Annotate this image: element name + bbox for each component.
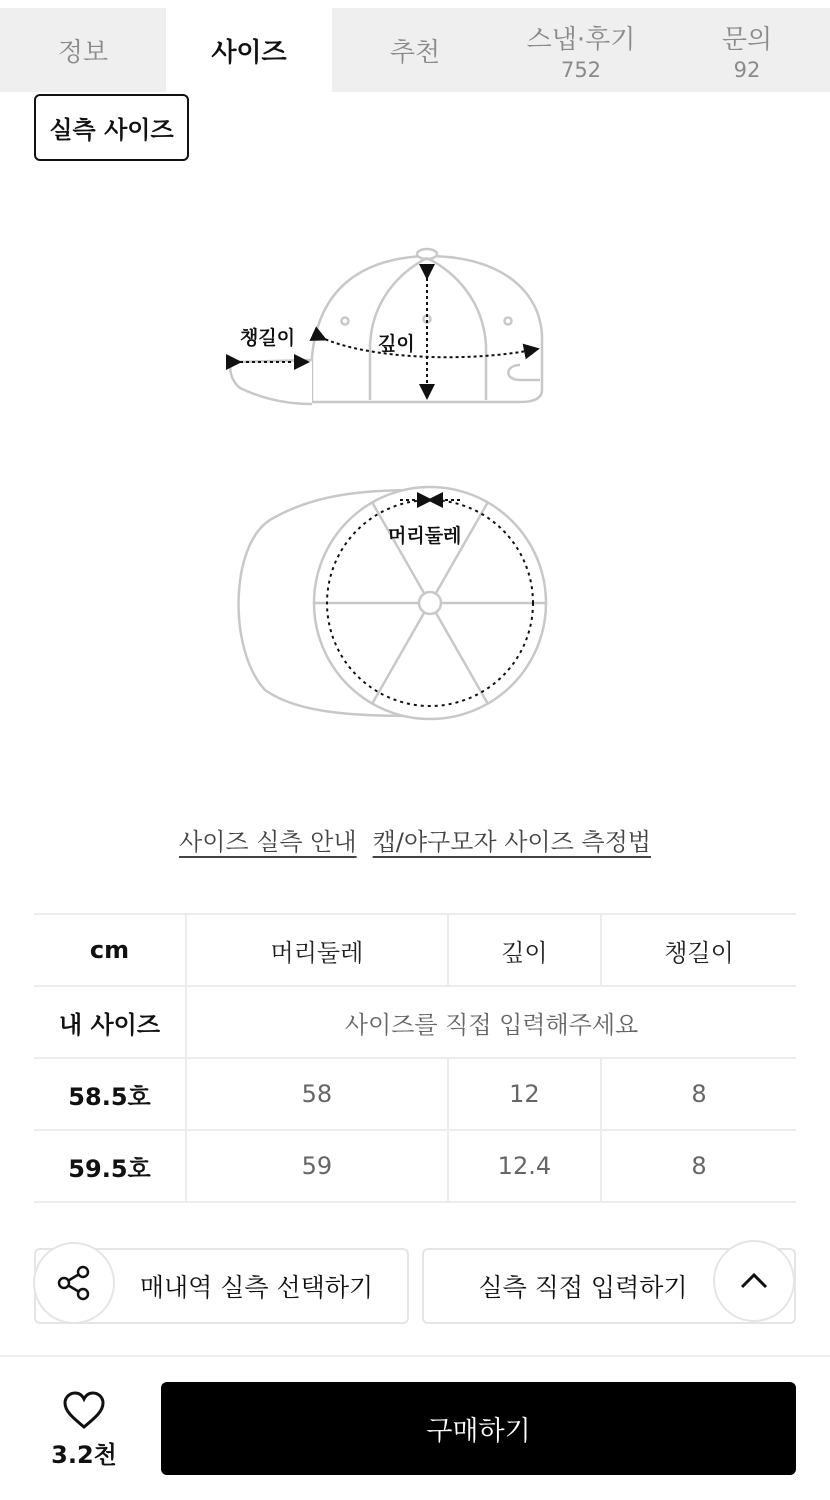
like-count: 3.2천 xyxy=(51,1440,117,1469)
cap-top-view xyxy=(239,487,546,719)
share-icon xyxy=(54,1263,94,1303)
tab-inquiry[interactable] xyxy=(664,8,830,92)
table-cell: 8 xyxy=(601,1058,796,1130)
column-header: 챙길이 xyxy=(601,914,796,986)
button-label: 매내역 실측 선택하기 xyxy=(139,1273,374,1302)
table-cell: 12.4 xyxy=(448,1130,601,1202)
scroll-top-button[interactable] xyxy=(713,1240,795,1322)
unit-header: cm xyxy=(34,914,186,986)
section-label-actual-size: 실측 사이즈 xyxy=(34,94,189,161)
tab-label: 정보 xyxy=(57,37,109,68)
column-header: 머리둘레 xyxy=(186,914,448,986)
tab-info[interactable] xyxy=(0,8,166,92)
buy-button[interactable] xyxy=(161,1382,796,1475)
chevron-up-icon xyxy=(737,1264,771,1298)
brim-length-label: 챙길이 xyxy=(240,327,296,349)
size-guide-link[interactable]: 사이즈 실측 안내 xyxy=(179,828,357,856)
column-header: 깊이 xyxy=(448,914,601,986)
tab-recommend[interactable] xyxy=(332,8,498,92)
tab-size[interactable] xyxy=(166,8,332,92)
tab-label: 스냅·후기 xyxy=(526,24,636,55)
size-table xyxy=(34,913,796,1203)
table-header-row xyxy=(34,914,796,986)
table-cell: 58 xyxy=(186,1058,448,1130)
size-name: 58.5호 xyxy=(34,1058,186,1130)
divider xyxy=(0,1355,830,1357)
tab-snap-review[interactable] xyxy=(498,8,664,92)
share-button[interactable] xyxy=(33,1242,115,1324)
cap-measurement-diagram xyxy=(0,200,830,760)
depth-label: 깊이 xyxy=(378,333,415,355)
tab-label: 사이즈 xyxy=(211,37,287,68)
head-circumference-label: 머리둘레 xyxy=(388,525,462,547)
table-cell: 8 xyxy=(601,1130,796,1202)
tab-label: 문의 xyxy=(721,24,773,55)
table-cell: 12 xyxy=(448,1058,601,1130)
like-button[interactable] xyxy=(34,1385,134,1475)
tab-count: 752 xyxy=(560,57,602,82)
tab-label: 추천 xyxy=(389,37,441,68)
table-cell: 59 xyxy=(186,1130,448,1202)
buy-button-label: 구매하기 xyxy=(426,1416,531,1447)
my-size-row xyxy=(34,986,796,1058)
size-name: 59.5호 xyxy=(34,1130,186,1202)
table-row xyxy=(34,1130,796,1202)
my-size-input-prompt[interactable]: 사이즈를 직접 입력해주세요 xyxy=(186,986,796,1058)
heart-icon xyxy=(62,1391,106,1431)
table-row xyxy=(34,1058,796,1130)
my-size-label: 내 사이즈 xyxy=(34,986,186,1058)
cap-measure-guide-link[interactable]: 캡/야구모자 사이즈 측정법 xyxy=(372,828,651,856)
size-guide-links xyxy=(0,822,830,857)
tab-count: 92 xyxy=(733,57,761,82)
button-label: 실측 직접 입력하기 xyxy=(478,1273,688,1302)
tab-bar xyxy=(0,8,830,92)
